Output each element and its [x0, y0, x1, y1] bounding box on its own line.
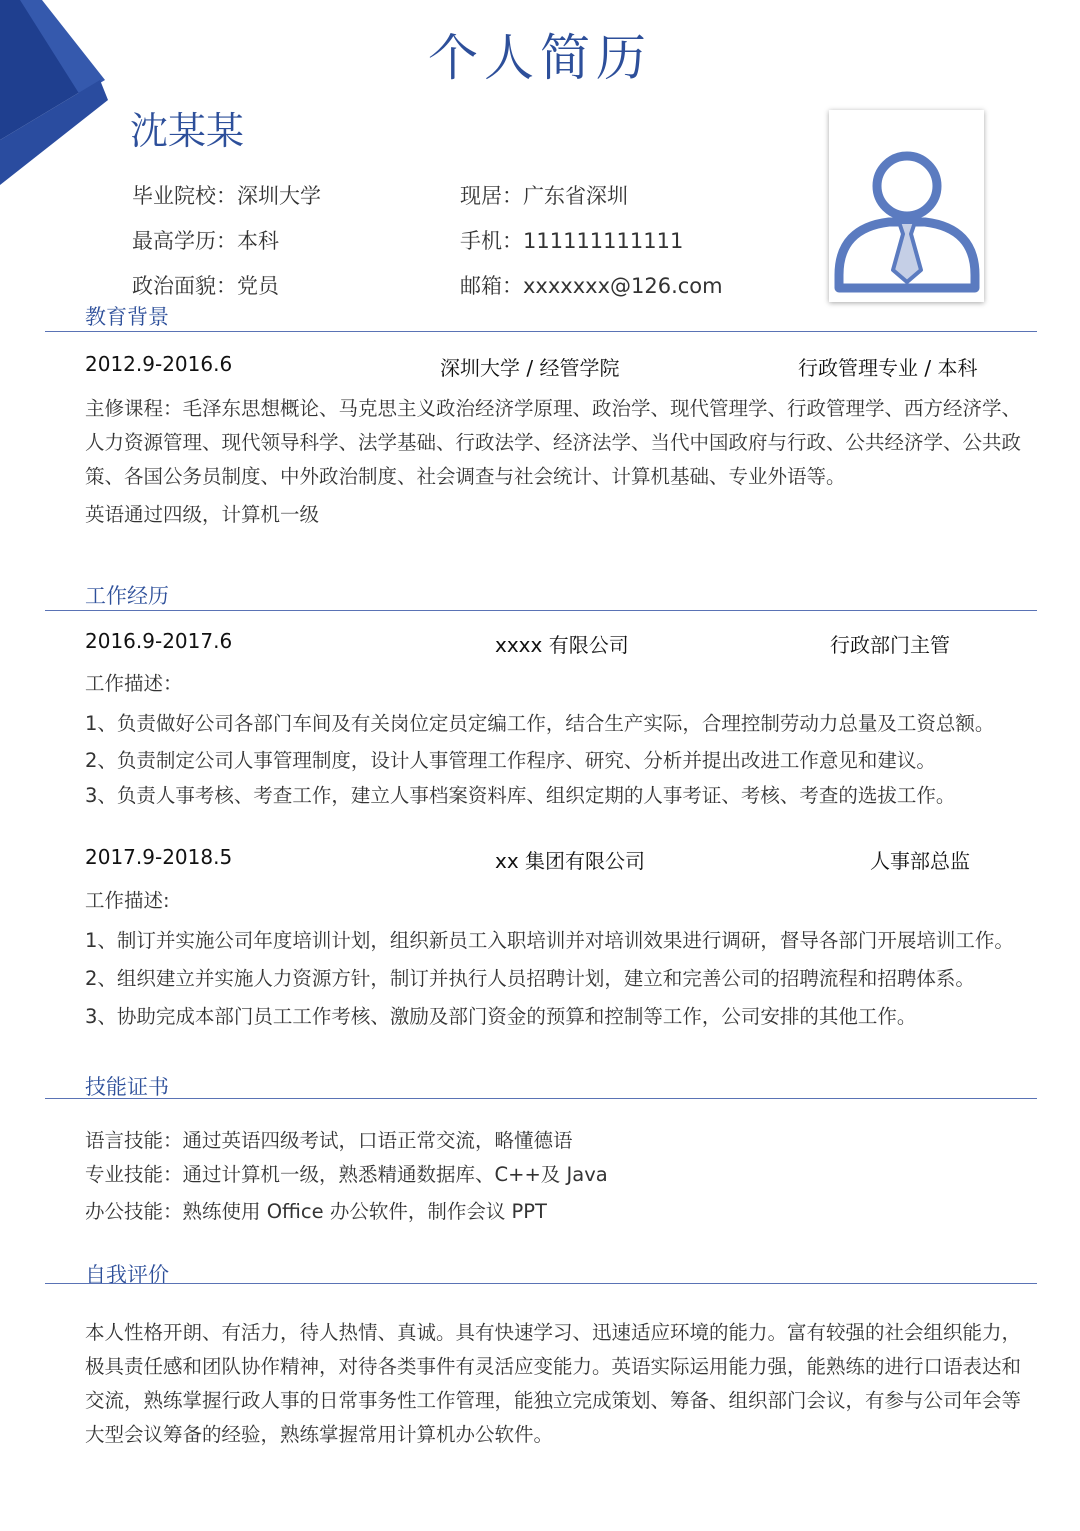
info-school: 毕业院校：深圳大学: [132, 184, 321, 208]
section-skills-title: 技能证书: [85, 1075, 169, 1099]
job-position: 行政部门主管: [830, 633, 950, 657]
job-company: xx 集团有限公司: [495, 849, 646, 873]
education-school: 深圳大学 / 经管学院: [440, 356, 620, 380]
info-residence: 现居：广东省深圳: [460, 184, 628, 208]
education-courses: 主修课程：毛泽东思想概论、马克思主义政治经济学原理、政治学、现代管理学、行政管理学、西方经济学、人力资源管理、现代领导科学、法学基础、行政法学、经济法学、当代中国政府与行政、公共经济学、公共政策、各国公务员制度、中外政治制度、社会调查与社会统计、计算机基础、专业外语等。: [85, 397, 1022, 488]
education-note: 英语通过四级，计算机一级: [85, 503, 320, 526]
self-evaluation-text: 本人性格开朗、有活力，待人热情、真诚。具有快速学习、迅速适应环境的能力。富有较强的社会组织能力，极具责任感和团队协作精神，对待各类事件有灵活应变能力。英语实际运用能力强，能熟练的进行口语表达和交流，熟练掌握行政人事的日常事务性工作管理，能独立完成策划、筹备、组织部门会议，有参与公司年会等大型会议筹备的经验，熟练掌握常用计算机办公软件。: [85, 1321, 1022, 1446]
person-with-tie-icon: [829, 110, 984, 302]
info-email: 邮箱：xxxxxxx@126.com: [460, 274, 723, 298]
section-self-title: 自我评价: [85, 1263, 169, 1287]
job-duty: 2、组织建立并实施人力资源方针，制订并执行人员招聘计划，建立和完善公司的招聘流程和招聘体系。: [85, 967, 975, 990]
section-education-title: 教育背景: [85, 305, 169, 329]
job-duty: 1、制订并实施公司年度培训计划，组织新员工入职培训并对培训效果进行调研，督导各部门开展培训工作。: [85, 929, 1014, 952]
job-duty: 3、负责人事考核、考查工作，建立人事档案资料库、组织定期的人事考证、考核、考查的选拔工作。: [85, 784, 956, 807]
job-row: [85, 629, 990, 657]
job-desc-label: 工作描述：: [85, 672, 183, 695]
skill-item: 专业技能：通过计算机一级，熟悉精通数据库、C++及 Java: [85, 1163, 608, 1186]
section-divider: [45, 331, 1037, 332]
job-period: 2017.9-2018.5: [85, 845, 233, 869]
section-divider: [45, 1283, 1037, 1284]
job-duty: 2、负责制定公司人事管理制度，设计人事管理工作程序、研究、分析并提出改进工作意见和建议。: [85, 749, 936, 772]
skill-item: 办公技能：熟练使用 Office 办公软件，制作会议 PPT: [85, 1200, 547, 1223]
job-duty: 3、协助完成本部门员工工作考核、激励及部门资金的预算和控制等工作，公司安排的其他工作。: [85, 1005, 917, 1028]
info-degree: 最高学历：本科: [132, 229, 279, 253]
education-period: 2012.9-2016.6: [85, 352, 233, 376]
education-major: 行政管理专业 / 本科: [798, 356, 978, 380]
job-desc-label: 工作描述:: [85, 889, 170, 912]
info-political: 政治面貌：党员: [132, 274, 279, 298]
job-row: [85, 845, 990, 873]
profile-photo: [829, 110, 984, 302]
section-divider: [45, 610, 1037, 611]
section-divider: [45, 1098, 1037, 1099]
job-company: xxxx 有限公司: [495, 633, 629, 657]
education-row: [85, 352, 990, 380]
candidate-name: 沈某某: [130, 109, 245, 153]
skill-item: 语言技能：通过英语四级考试，口语正常交流，略懂德语: [85, 1129, 573, 1152]
info-phone: 手机：111111111111: [460, 229, 684, 253]
job-period: 2016.9-2017.6: [85, 629, 233, 653]
section-work-title: 工作经历: [85, 584, 169, 608]
document-title: 个人简历: [428, 29, 652, 87]
job-duty: 1、负责做好公司各部门车间及有关岗位定员定编工作，结合生产实际，合理控制劳动力总量及工资总额。: [85, 712, 995, 735]
job-position: 人事部总监: [870, 849, 970, 873]
